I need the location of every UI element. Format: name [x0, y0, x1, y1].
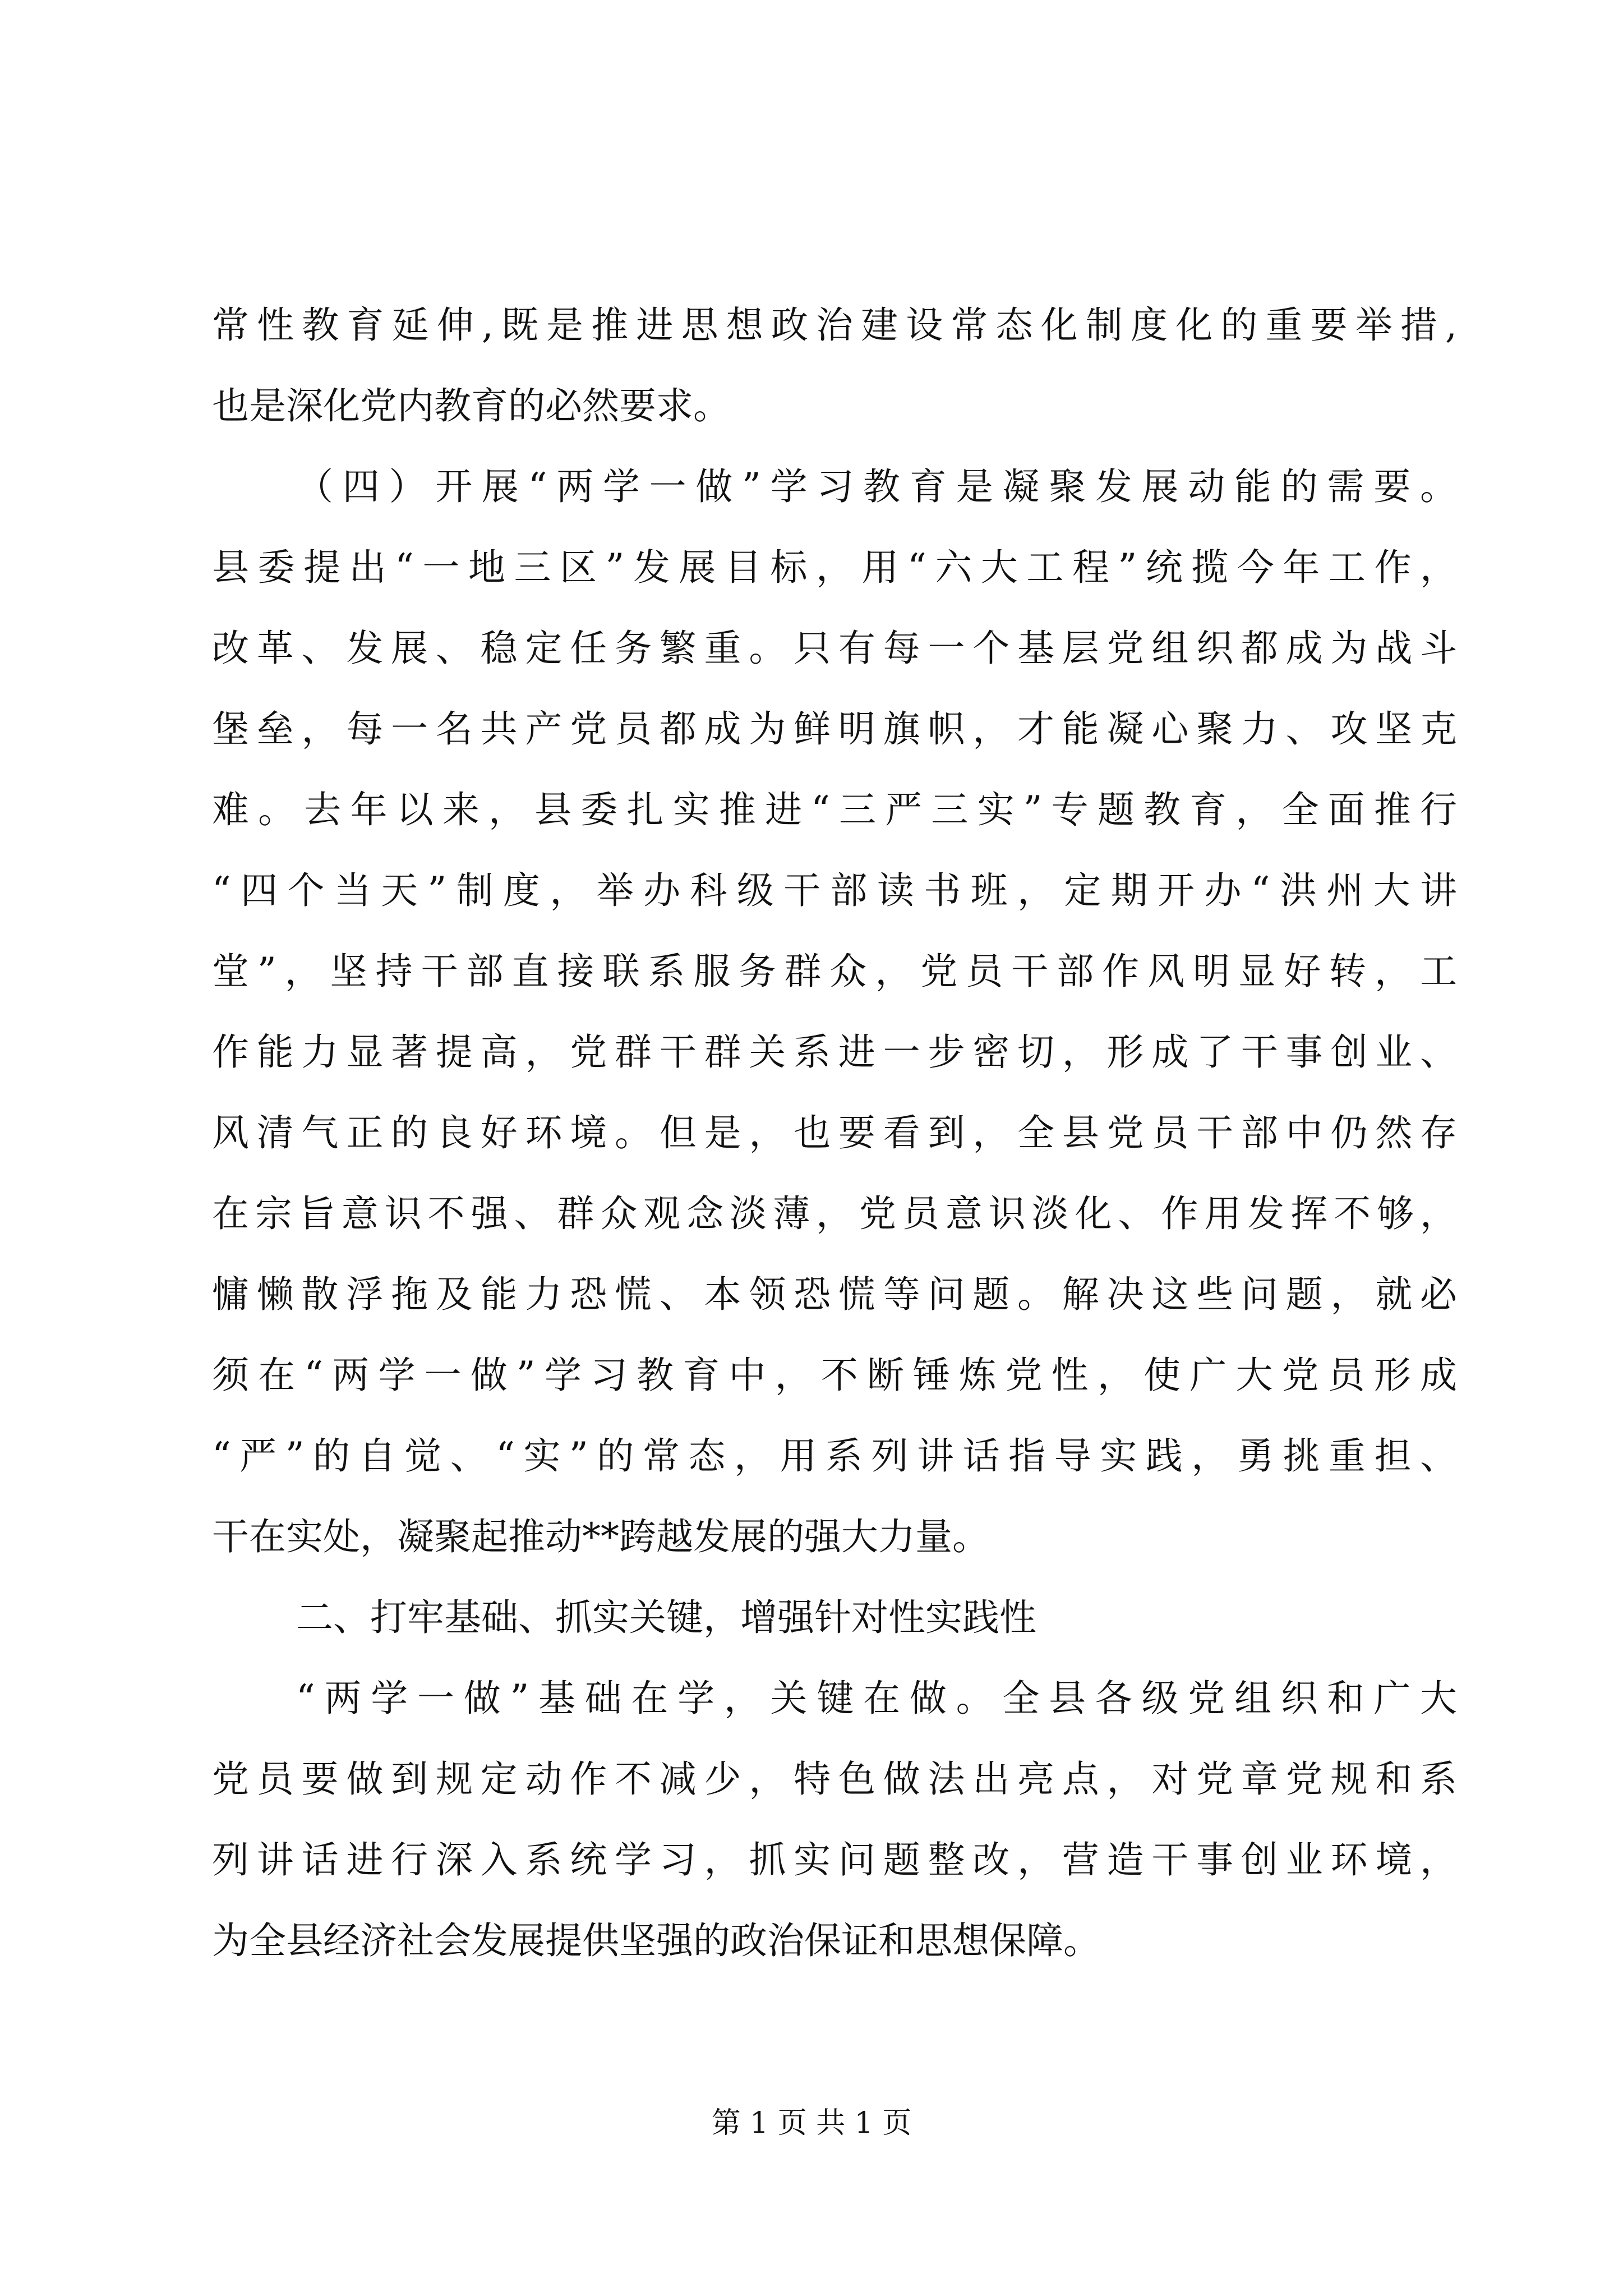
text-line: 作能力显著提高，党群干群关系进一步密切，形成了干事创业、 — [212, 1030, 1457, 1074]
text-line: 在宗旨意识不强、群众观念淡薄，党员意识淡化、作用发挥不够， — [212, 1192, 1457, 1235]
text-line: 干在实处，凝聚起推动**跨越发展的强大力量。 — [212, 1515, 989, 1558]
text-line: “四个当天”制度，举办科级干部读书班，定期开办“洪州大讲 — [212, 869, 1457, 912]
text-line: 堡垒，每一名共产党员都成为鲜明旗帜，才能凝心聚力、攻坚克 — [212, 707, 1457, 751]
text-line: 常性教育延伸,既是推进思想政治建设常态化制度化的重要举措, — [212, 303, 1457, 347]
text-line: 县委提出“一地三区”发展目标，用“六大工程”统揽今年工作， — [212, 546, 1457, 589]
text-line: “严”的自觉、“实”的常态，用系列讲话指导实践，勇挑重担、 — [212, 1434, 1457, 1478]
text-line: “两学一做”基础在学，关键在做。全县各级党组织和广大 — [296, 1677, 1457, 1720]
text-line: （四）开展“两学一做”学习教育是凝聚发展动能的需要。 — [296, 465, 1457, 508]
text-line: 堂”，坚持干部直接联系服务群众，党员干部作风明显好转，工 — [212, 950, 1457, 993]
text-line: 改革、发展、稳定任务繁重。只有每一个基层党组织都成为战斗 — [212, 627, 1457, 670]
text-line: 难。去年以来，县委扎实推进“三严三实”专题教育，全面推行 — [212, 788, 1457, 831]
section-heading: 二、打牢基础、抓实关键，增强针对性实践性 — [296, 1596, 1036, 1639]
text-line: 党员要做到规定动作不减少，特色做法出亮点，对党章党规和系 — [212, 1757, 1457, 1801]
text-line: 须在“两学一做”学习教育中，不断锤炼党性，使广大党员形成 — [212, 1354, 1457, 1397]
text-line: 风清气正的良好环境。但是，也要看到，全县党员干部中仍然存 — [212, 1111, 1457, 1154]
text-line: 慵懒散浮拖及能力恐慌、本领恐慌等问题。解决这些问题，就必 — [212, 1273, 1457, 1316]
text-line: 列讲话进行深入系统学习，抓实问题整改，营造干事创业环境， — [212, 1838, 1457, 1881]
page-number: 第 1 页 共 1 页 — [711, 2106, 912, 2140]
text-line: 为全县经济社会发展提供坚强的政治保证和思想保障。 — [212, 1919, 1100, 1962]
text-line: 也是深化党内教育的必然要求。 — [212, 384, 730, 427]
